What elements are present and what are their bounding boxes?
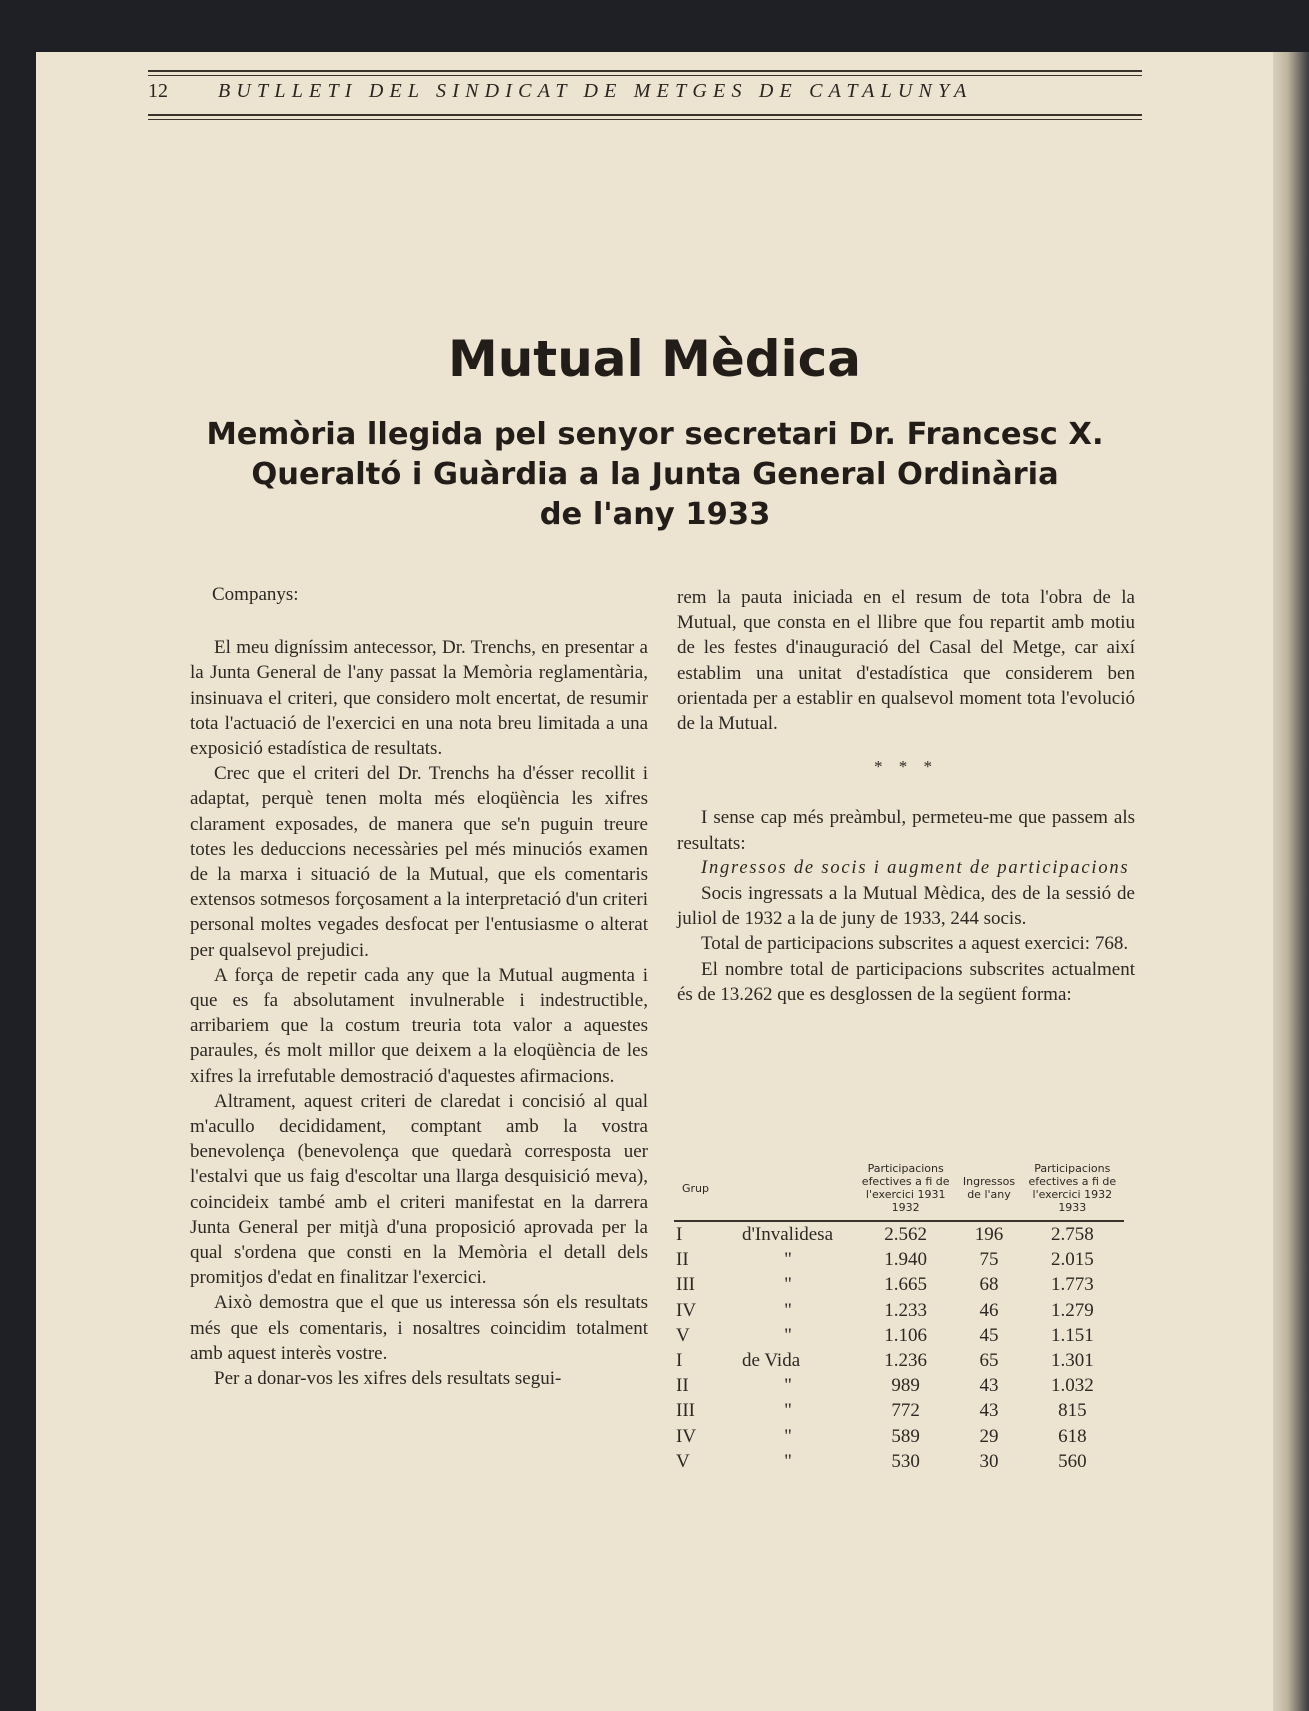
header-text: Participacions: [867, 1162, 944, 1175]
participations-1931-cell: 772: [891, 1400, 920, 1422]
group-cell: II: [676, 1249, 689, 1271]
header-grup: Grup: [674, 1162, 854, 1221]
table-row: [674, 1424, 1124, 1449]
table-row: [674, 1373, 1124, 1398]
group-cell: I: [676, 1350, 683, 1372]
paragraph: El meu digníssim antecessor, Dr. Trenchs, en presentar a la Junta General de l'any passat la Memòria reglamentària, insinuava el criteri, que considero molt encertat, de resumir tota l'actuació de l'exercici en una nota breu limitada a una exposició estadística de resultats.: [190, 637, 648, 760]
header-text: l'exercici 1932: [1032, 1188, 1113, 1201]
article-subtitle: [150, 415, 1160, 535]
ingressos-cell: 45: [979, 1324, 999, 1346]
header-rule-bottom: [148, 114, 1142, 116]
subtitle-line-3: de l'any 1933: [539, 497, 771, 532]
table-body: [674, 1221, 1124, 1474]
paragraph: Això demostra que el que us interessa són els resultats més que els comentaris, i nosaltres coincidim totalment amb aquest interès vostre.: [190, 1292, 648, 1364]
header-text: efectives a fi de: [861, 1175, 950, 1188]
header-participations-1931: [854, 1162, 957, 1221]
participations-1932-cell: 2.758: [1050, 1224, 1094, 1245]
ingressos-cell: 29: [979, 1425, 999, 1447]
journal-title: BUTLLETI DEL SINDICAT DE METGES DE CATALUNYA: [218, 80, 973, 102]
table-row: [674, 1272, 1124, 1297]
paragraph: Total de participacions subscrites a aquest exercici: 768.: [701, 933, 1129, 955]
ingressos-cell: 30: [979, 1450, 999, 1472]
group-cell: III: [676, 1274, 695, 1296]
header-text: 1932: [891, 1201, 920, 1214]
paragraph: Altrament, aquest criteri de claredat i concisió al qual m'acullo decididament, comptant amb la vostra benevolença (benevolença que quedarà corresposta uer l'estalvi que us faig d'escoltar una llarga desquisició meva), coincideix també amb el criteri manifestat en la darrera Junta General per mitjà d'una proposició aprovada per la qual s'ordena que consti en la Memòria el detall dels promitjos d'edat en finalitzar l'exercici.: [190, 1090, 648, 1289]
participations-table: [674, 1162, 1124, 1474]
paragraph: Socis ingressats a la Mutual Mèdica, des de la sessió de juliol de 1932 a la de juny de 1933, 244 socis.: [677, 883, 1135, 930]
ingressos-cell: 68: [979, 1274, 999, 1296]
section-heading: Ingressos de socis i augment de participacions: [701, 857, 1130, 878]
subtitle-line-2: Queraltó i Guàrdia a la Junta General Ordinària: [251, 457, 1059, 492]
group-cell: II: [676, 1375, 689, 1397]
group-cell: IV: [676, 1425, 697, 1447]
paragraph: El nombre total de participacions subscrites actualment és de 13.262 que es desglossen de la següent forma:: [677, 958, 1135, 1005]
header-text: de l'any: [967, 1188, 1011, 1201]
header-text: Participacions: [1034, 1162, 1111, 1175]
participations-1931-cell: 1.940: [884, 1249, 928, 1271]
header-text: efectives a fi de: [1028, 1175, 1117, 1188]
type-cell: ": [784, 1450, 792, 1472]
table-row: [674, 1398, 1124, 1423]
table-row: [674, 1298, 1124, 1323]
header-rule-top-thin: [148, 75, 1142, 76]
participations-1931-cell: 1.106: [884, 1324, 928, 1346]
participations-1932-cell: 618: [1058, 1425, 1087, 1447]
page-number: 12: [148, 80, 168, 102]
participations-1932-cell: 815: [1058, 1400, 1087, 1422]
ingressos-cell: 43: [979, 1400, 999, 1422]
type-cell: ": [784, 1299, 792, 1321]
type-cell: de Vida: [742, 1350, 801, 1372]
participations-1931-cell: 989: [891, 1375, 920, 1397]
group-cell: V: [676, 1324, 690, 1346]
type-cell: d'Invalidesa: [742, 1224, 834, 1245]
header-text: Ingressos: [962, 1175, 1016, 1188]
header-participations-1932: [1021, 1162, 1124, 1221]
participations-1932-cell: 560: [1058, 1450, 1087, 1472]
ingressos-cell: 65: [979, 1350, 999, 1372]
paragraph: Per a donar-vos les xifres dels resultats segui-: [214, 1368, 562, 1390]
page-edge: [1273, 52, 1309, 1711]
table-row: [674, 1247, 1124, 1272]
header-rule-top: [148, 70, 1142, 72]
participations-1931-cell: 1.233: [884, 1299, 928, 1321]
paragraph: A força de repetir cada any que la Mutual augmenta i que es fa absolutament invulnerable i indestructible, arribariem que la costum treuria tota valor a aquestes paraules, és molt millor que deixem a la eloqüència de les xifres la irrefutable demostració d'aquestes afirmacions.: [190, 964, 648, 1087]
type-cell: ": [784, 1274, 792, 1296]
section-separator: * * *: [874, 757, 938, 777]
participations-1931-cell: 1.236: [884, 1350, 928, 1372]
group-cell: III: [676, 1400, 695, 1422]
table-row: [674, 1348, 1124, 1373]
participations-1931-cell: 530: [891, 1450, 920, 1472]
ingressos-cell: 75: [979, 1249, 999, 1271]
paragraph-intro: I sense cap més preàmbul, permeteu-me que passem als resultats:: [677, 807, 1135, 854]
group-cell: IV: [676, 1299, 697, 1321]
ingressos-cell: 196: [974, 1224, 1004, 1245]
left-column: [190, 582, 648, 1391]
paragraph: Crec que el criteri del Dr. Trenchs ha d'ésser recollit i adaptat, perquè tenen molta més eloqüència les xifres clarament exposades, de manera que se'n puguin treure totes les deduccions necessàries pel més minuciós examen de la marxa i situació de la Mutual, que els comentaris extensos sotmesos forçosament a la interpretació d'un criteri personal moltes vegades desfocat per l'entusiasme o alterat per qualsevol prejudici.: [190, 763, 648, 961]
subtitle-line-1: Memòria llegida pel senyor secretari Dr. Francesc X.: [206, 417, 1104, 452]
type-cell: ": [784, 1400, 792, 1422]
participations-1932-cell: 2.015: [1050, 1249, 1094, 1271]
type-cell: ": [784, 1375, 792, 1397]
type-cell: ": [784, 1425, 792, 1447]
running-header: [148, 70, 1142, 120]
table-row: [674, 1449, 1124, 1474]
header-rule-bottom-thin: [148, 119, 1142, 120]
type-cell: ": [784, 1249, 792, 1271]
header-line: [148, 80, 1142, 114]
table-header-row: [674, 1162, 1124, 1221]
ingressos-cell: 46: [979, 1299, 999, 1321]
participations-1932-cell: 1.151: [1050, 1324, 1094, 1346]
participations-1931-cell: 589: [891, 1425, 920, 1447]
participations-1932-cell: 1.773: [1050, 1274, 1094, 1296]
article-title: Mutual Mèdica: [447, 330, 862, 388]
header-ingressos: [957, 1162, 1020, 1221]
participations-1932-cell: 1.279: [1050, 1299, 1094, 1321]
participations-1931-cell: 2.562: [884, 1224, 928, 1245]
header-text: 1933: [1058, 1201, 1087, 1214]
header-text: l'exercici 1931: [865, 1188, 946, 1201]
type-cell: ": [784, 1324, 792, 1346]
group-cell: I: [676, 1224, 683, 1245]
participations-1932-cell: 1.032: [1050, 1375, 1094, 1397]
paragraph-continued: rem la pauta iniciada en el resum de tota l'obra de la Mutual, que consta en el llibre que fou repartit amb motiu de les festes d'inauguració del Casal del Metge, car així establim una unitat d'estadística que considerem ben orientada per a establir en qualsevol moment tota l'evolució de la Mutual.: [677, 587, 1135, 735]
participations-1931-cell: 1.665: [884, 1274, 928, 1296]
salutation: Companys:: [212, 584, 299, 605]
ingressos-cell: 43: [979, 1375, 999, 1397]
group-cell: V: [676, 1450, 690, 1472]
participations-1932-cell: 1.301: [1050, 1350, 1094, 1372]
table-row: [674, 1221, 1124, 1247]
table-row: [674, 1323, 1124, 1348]
right-column: [677, 585, 1135, 1007]
